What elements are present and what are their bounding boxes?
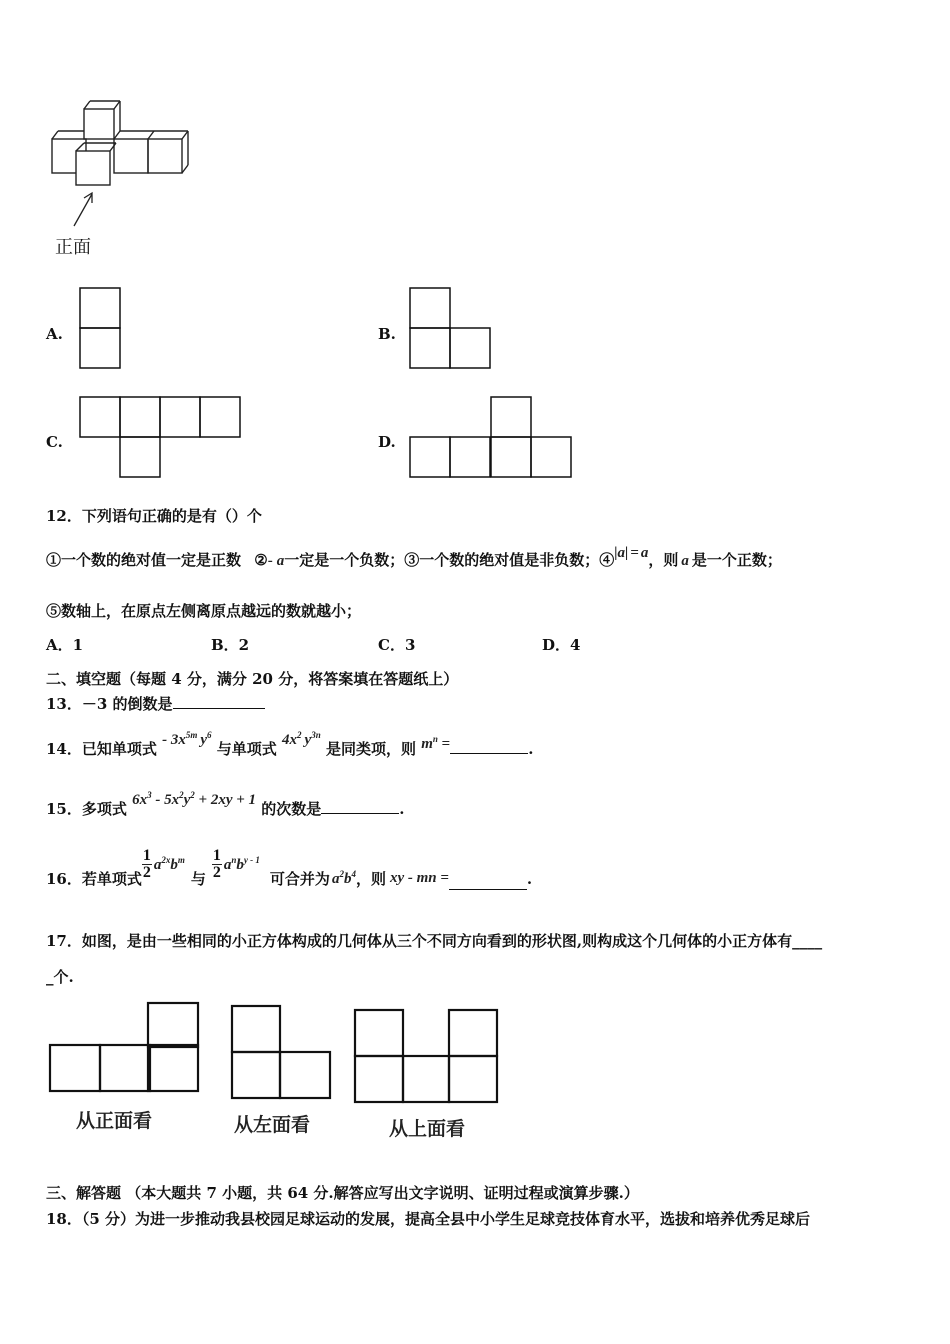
q12-choice-d: D．4 — [542, 636, 581, 654]
top-view-figure — [353, 1008, 501, 1104]
q12-s4-formula-var: a — [640, 545, 649, 561]
q16-ask: ，则 — [355, 870, 386, 888]
q16-answer-blank[interactable] — [449, 875, 527, 890]
q14-ask: $m^n$ = — [421, 734, 451, 752]
q15-end: . — [399, 800, 405, 818]
q12-s1: ①一个数的绝对值一定是正数 — [46, 551, 242, 569]
front-view-figure — [48, 1001, 200, 1095]
option-a-figure — [79, 287, 121, 371]
option-b-figure — [409, 287, 493, 371]
q16-monomial-2: $a^nb^{y - 1}$ — [223, 855, 260, 873]
q18-text: 18．（5 分）为进一步推动我县校园足球运动的发展，提高全县中小学生足球竞技体育水平，选拔和培养优秀足球后 — [46, 1210, 811, 1228]
q12-s4-var: a — [681, 553, 689, 569]
q12-stem: 12．下列语句正确的是有（）个 — [46, 507, 262, 525]
cube-solid-figure — [40, 95, 200, 195]
q15-prefix: 15．多项式 — [46, 800, 127, 818]
q12-choice-c: C．3 — [378, 636, 416, 654]
q15-suffix: 的次数是 — [261, 800, 322, 818]
option-b-letter: B. — [378, 325, 396, 343]
q16-line — [46, 847, 533, 888]
q12-s5: ⑤数轴上，在原点左侧离原点越远的数就越小； — [46, 602, 362, 620]
q14-end: . — [528, 740, 534, 758]
q13-line — [46, 693, 265, 714]
q12-statements-line — [46, 545, 782, 570]
q14-line — [46, 730, 534, 759]
top-view-caption: 从上面看 — [389, 1118, 466, 1140]
option-d-figure — [409, 396, 575, 480]
q15-polynomial: $6x^3 - 5x^2y^2 + 2xy + 1$ — [132, 790, 257, 808]
q16-expr: xy - mn = — [389, 870, 449, 886]
q12-s2-prefix: ② — [254, 551, 268, 569]
section3-title: 三、解答题 （本大题共 7 小题，共 64 分.解答应写出文字说明、证明过程或演算步骤.） — [46, 1184, 639, 1202]
q12-choice-b: B．2 — [211, 636, 250, 654]
section2-title: 二、填空题（每题 4 分，满分 20 分，将答案填在答题纸上） — [46, 670, 459, 688]
left-view-figure — [230, 1004, 334, 1100]
q13-answer-blank[interactable] — [173, 694, 265, 709]
q12-s2-minus: - — [267, 553, 273, 569]
q16-mid: 可合并为 — [269, 870, 330, 888]
q12-s4-suffix: 是一个正数； — [691, 551, 782, 569]
q15-answer-blank[interactable] — [321, 799, 399, 814]
q14-monomial-2: $4x^2$ $y^{3n}$ — [282, 730, 321, 748]
q17-line2: _个. — [46, 968, 74, 986]
q16-fraction-1: $\frac{1}{2}$ — [142, 847, 151, 881]
q12-choice-a: A．1 — [46, 636, 84, 654]
q12-s4-formula-eq: = — [630, 545, 639, 561]
q12-s4-formula-left: |a| — [614, 545, 629, 561]
q16-prefix: 16．若单项式 — [46, 870, 142, 888]
option-a-letter: A. — [46, 325, 63, 343]
front-arrow — [68, 190, 108, 230]
q14-mid: 与单项式 — [216, 740, 277, 758]
q16-monomial-1: $a^{2x}b^m$ — [153, 855, 185, 873]
q14-prefix: 14．已知单项式 — [46, 740, 157, 758]
q16-result: $a^2b^4$ — [331, 869, 356, 887]
q12-s2-var: a — [276, 553, 285, 569]
q14-monomial-1: - $3x^{5m}$ $y^6$ — [162, 730, 212, 748]
left-view-caption: 从左面看 — [234, 1114, 311, 1136]
q14-answer-blank[interactable] — [450, 739, 528, 754]
front-view-caption: 从正面看 — [76, 1110, 153, 1132]
q13-text: 13．－3 的倒数是 — [46, 695, 173, 713]
q15-line — [46, 790, 405, 819]
q16-end: . — [526, 869, 533, 888]
option-c-figure — [79, 396, 245, 480]
q12-s2-suffix: 一定是一个负数；③一个数的绝对值是非负数；④ — [284, 551, 615, 569]
q16-fraction-2: $\frac{1}{2}$ — [212, 847, 221, 881]
q16-and: 与 — [190, 870, 206, 888]
front-label: 正面 — [55, 237, 91, 258]
q12-s4-mid: ，则 — [648, 551, 679, 569]
option-d-letter: D. — [378, 433, 396, 451]
q14-suffix: 是同类项，则 — [325, 740, 416, 758]
option-c-letter: C. — [46, 433, 63, 451]
q17-line1: 17．如图，是由一些相同的小正方体构成的几何体从三个不同方向看到的形状图,则构成这个几何体的小正方体有____ — [46, 932, 823, 950]
